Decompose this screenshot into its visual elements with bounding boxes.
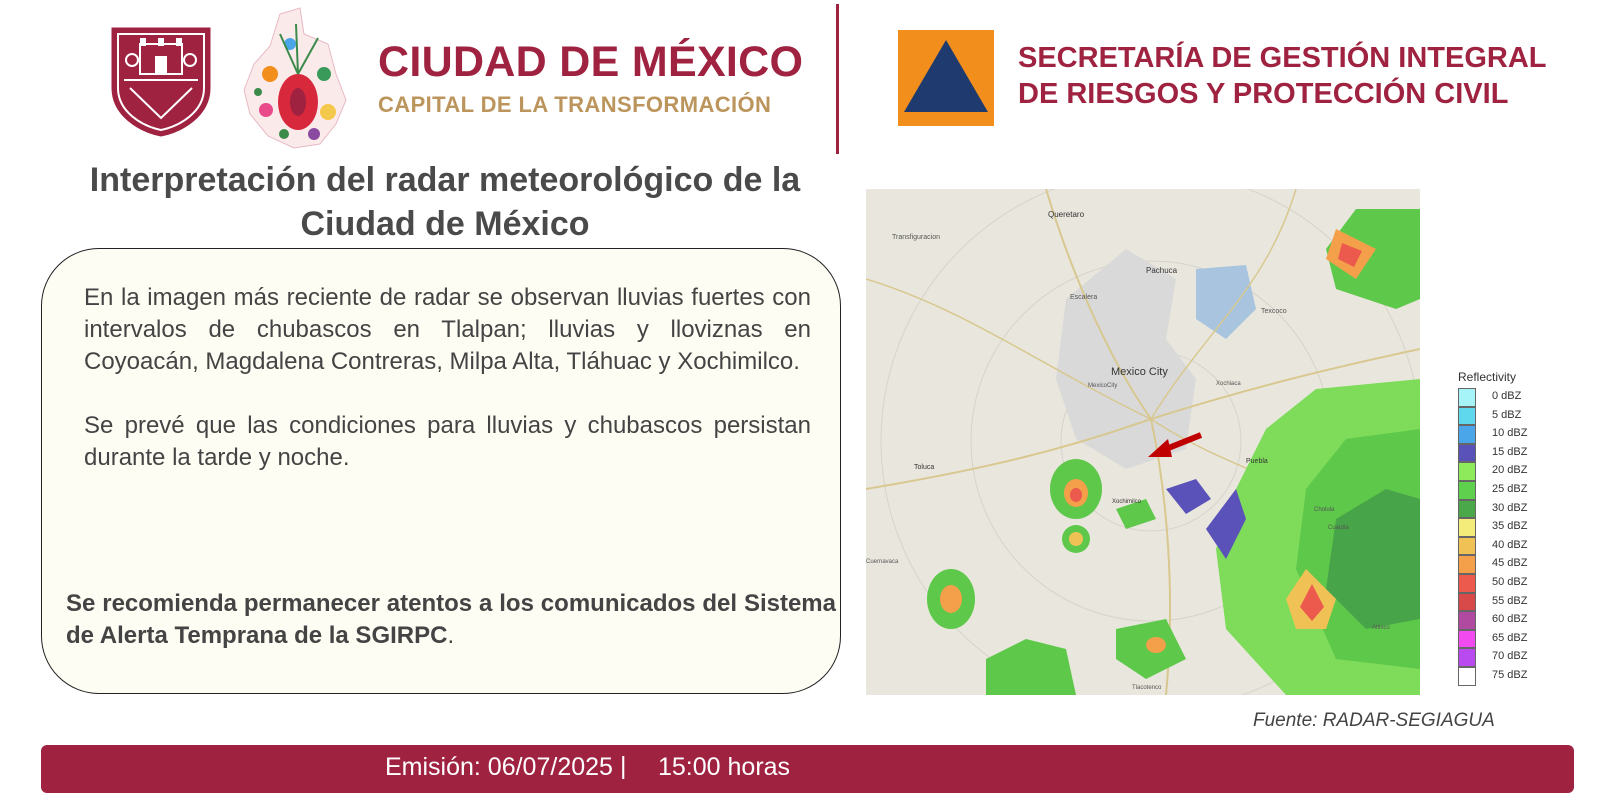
- footer-separator: |: [620, 752, 627, 780]
- legend-item: [1458, 462, 1538, 481]
- page-title-line1: Interpretación del radar meteorológico de la: [89, 161, 801, 199]
- map-label-transfiguracion: Transfiguracion: [892, 234, 940, 241]
- legend-item: [1458, 593, 1538, 612]
- legend-swatch: [1458, 648, 1476, 667]
- legend-item: [1458, 555, 1538, 574]
- legend-item: [1458, 574, 1538, 593]
- legend-swatch: [1458, 611, 1476, 630]
- legend-item: [1458, 425, 1538, 444]
- legend-item: [1458, 407, 1538, 426]
- legend-label: 60 dBZ: [1492, 613, 1528, 626]
- legend-label: 30 dBZ: [1492, 501, 1528, 514]
- recommendation-bold: Se recomienda permanecer atentos a los comunicados del Sistema de Alerta Temprana de la SGIRPC: [66, 590, 836, 649]
- legend-label: 75 dBZ: [1492, 669, 1528, 681]
- recommendation-text: [66, 588, 836, 652]
- legend-label: 65 dBZ: [1492, 631, 1528, 644]
- map-label-escalera: Escalera: [1070, 294, 1098, 301]
- map-label-queretaro: Queretaro: [1048, 210, 1085, 219]
- legend-label: 0 dBZ: [1492, 390, 1522, 402]
- legend-swatch: [1458, 500, 1476, 519]
- map-label-tlacotenco: Tlacotenco: [1132, 685, 1162, 691]
- map-label-xochimilco: Xochimilco: [1112, 499, 1142, 505]
- legend-label: 5 dBZ: [1492, 408, 1522, 421]
- legend-item: [1458, 500, 1538, 519]
- map-label-cuautla: Cuautla: [1328, 525, 1349, 531]
- legend-swatch: [1458, 388, 1476, 407]
- legend-swatch: [1458, 407, 1476, 426]
- emission-hour: 15:00 horas: [658, 753, 791, 781]
- legend-label: 25 dBZ: [1492, 483, 1528, 495]
- page-title: [60, 158, 830, 246]
- legend-label: 10 dBZ: [1492, 427, 1528, 440]
- legend-swatch: [1458, 630, 1476, 649]
- header-divider: [836, 4, 839, 154]
- agency-name-line2: DE RIESGOS Y PROTECCIÓN CIVIL: [1018, 78, 1509, 110]
- map-label-mexico-city: Mexico City: [1111, 366, 1168, 378]
- legend-item: [1458, 667, 1538, 686]
- legend-swatch: [1458, 537, 1476, 556]
- map-label-mexicocity-small: MexicoCity: [1088, 383, 1118, 389]
- map-label-pachuca: Pachuca: [1146, 266, 1178, 275]
- legend-item: [1458, 630, 1538, 649]
- legend-swatch: [1458, 481, 1476, 500]
- legend-title: Reflectivity: [1458, 370, 1517, 384]
- agency-name-line1: SECRETARÍA DE GESTIÓN INTEGRAL: [1018, 42, 1547, 74]
- map-label-cholula: Cholula: [1314, 507, 1335, 513]
- cdmx-title: CIUDAD DE MÉXICO: [378, 38, 804, 86]
- legend-swatch: [1458, 462, 1476, 481]
- legend-item: [1458, 388, 1538, 407]
- info-paragraph-2: Se prevé que las condiciones para lluvias y chubascos persistan durante la tarde y noche.: [84, 412, 811, 471]
- radar-map: [866, 189, 1420, 695]
- recommendation-end: .: [447, 622, 455, 649]
- map-label-texcoco: Texcoco: [1261, 308, 1287, 315]
- legend-swatch: [1458, 667, 1476, 686]
- legend-item: [1458, 444, 1538, 463]
- map-label-xochiaca: Xochiaca: [1216, 381, 1241, 387]
- legend-item: [1458, 537, 1538, 556]
- cdmx-floral-emblem: [240, 4, 350, 150]
- legend-swatch: [1458, 444, 1476, 463]
- legend-label: 15 dBZ: [1492, 445, 1528, 458]
- map-label-puebla: Puebla: [1246, 458, 1268, 465]
- info-paragraph-1: En la imagen más reciente de radar se observan lluvias fuertes con intervalos de chubascos en Tlalpan; lluvias y lloviznas en Coyoacán, Magdalena Contreras, Milpa Alta, Tláhuac y Xochimilco.: [84, 284, 811, 375]
- map-label-cuernavaca: Cuernavaca: [866, 559, 899, 565]
- proteccion-civil-logo: [898, 30, 994, 126]
- legend-label: 70 dBZ: [1492, 650, 1528, 663]
- legend-swatch: [1458, 555, 1476, 574]
- legend-label: 50 dBZ: [1492, 576, 1528, 588]
- legend-swatch: [1458, 593, 1476, 612]
- legend-label: 40 dBZ: [1492, 538, 1528, 551]
- legend-label: 20 dBZ: [1492, 464, 1528, 477]
- legend-label: 55 dBZ: [1492, 594, 1528, 607]
- emission-date: Emisión: 06/07/2025: [385, 753, 613, 781]
- cdmx-shield-logo: [110, 26, 212, 138]
- map-label-atlixco: Atlixco: [1372, 625, 1390, 631]
- legend-swatch: [1458, 425, 1476, 444]
- page-title-line2: Ciudad de México: [300, 205, 590, 243]
- legend-swatch: [1458, 574, 1476, 593]
- legend-swatch: [1458, 518, 1476, 537]
- legend-item: [1458, 481, 1538, 500]
- cdmx-subtitle: CAPITAL DE LA TRANSFORMACIÓN: [378, 92, 772, 117]
- footer-bar: [41, 745, 1574, 793]
- legend-item: [1458, 611, 1538, 630]
- legend-item: [1458, 518, 1538, 537]
- source-credit: Fuente: RADAR-SEGIAGUA: [1253, 710, 1495, 731]
- legend-item: [1458, 648, 1538, 667]
- legend-label: 45 dBZ: [1492, 557, 1528, 570]
- map-label-toluca: Toluca: [914, 464, 935, 471]
- legend-label: 35 dBZ: [1492, 520, 1528, 533]
